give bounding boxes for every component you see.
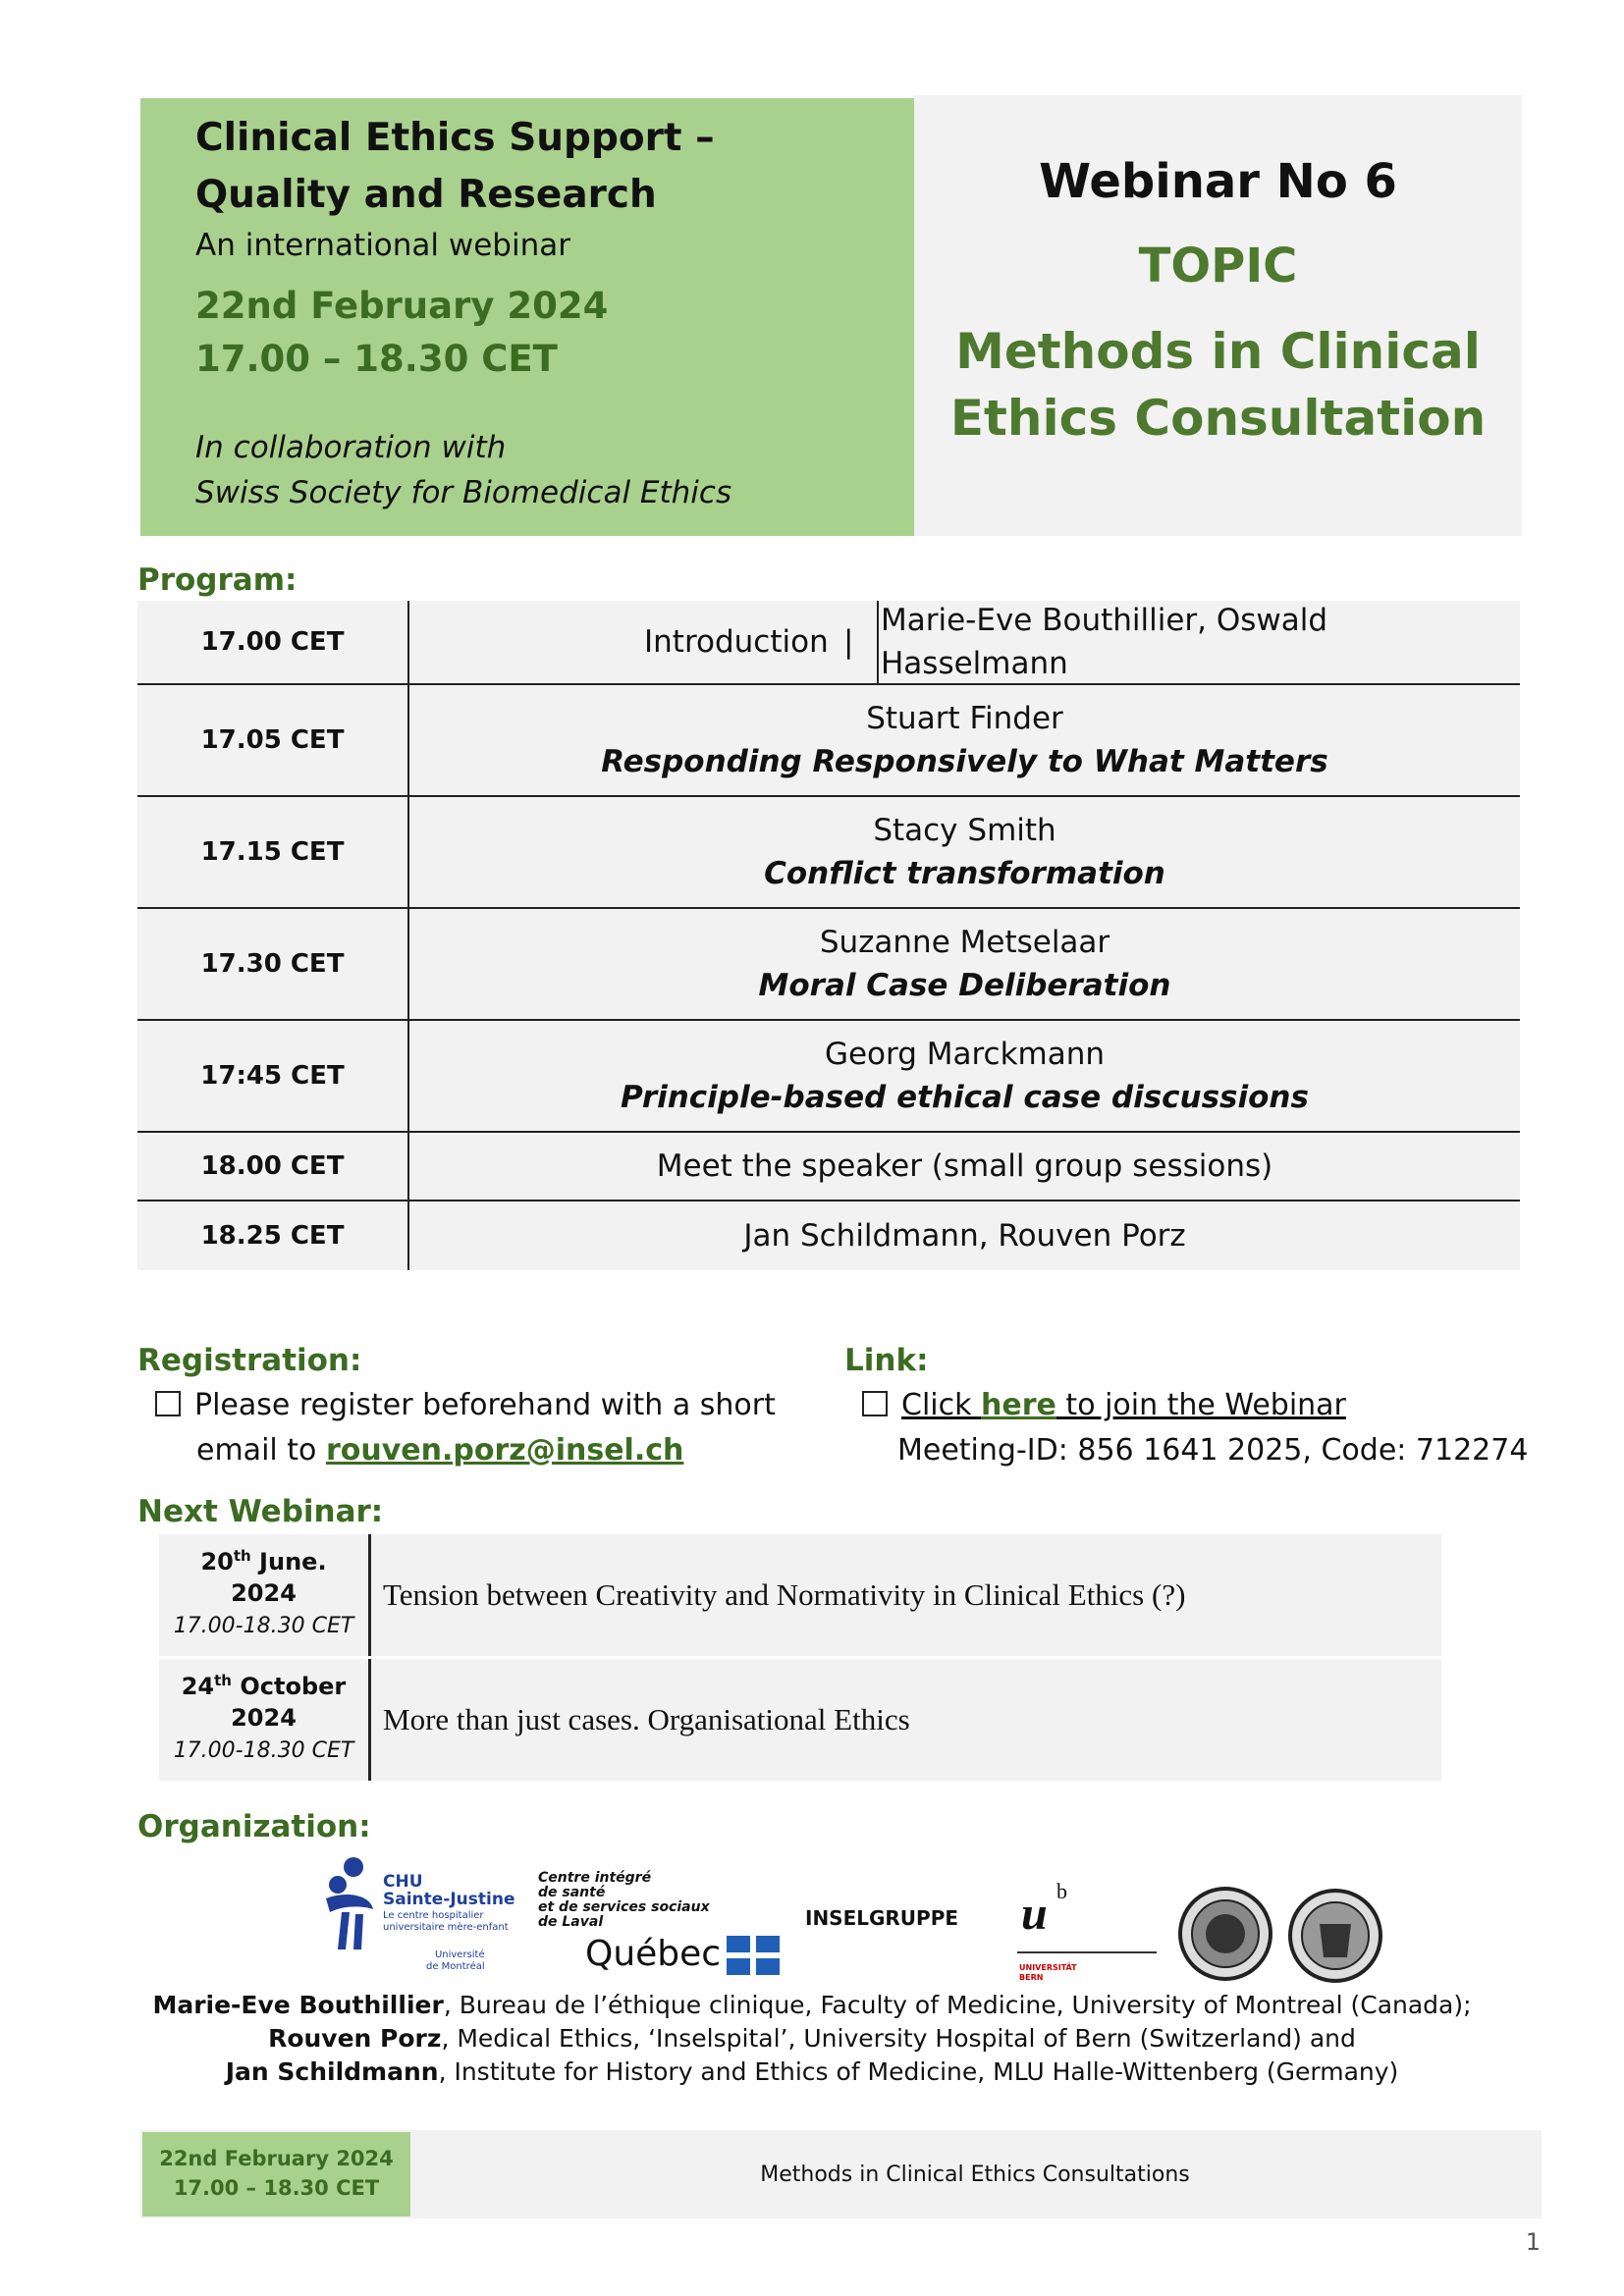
registration-email-link[interactable]: rouven.porz@insel.ch [325, 1433, 684, 1468]
link-heading: Link: [844, 1343, 929, 1378]
next-webinar-heading: Next Webinar: [137, 1494, 384, 1529]
university-seal-icon [1174, 1885, 1390, 1987]
program-row [137, 601, 1520, 685]
topic-label: TOPIC [1138, 239, 1298, 294]
program-speaker: Georg Marckmann [824, 1037, 1106, 1072]
meeting-id: Meeting-ID: 856 1641 2025, Code: 712274 [897, 1433, 1529, 1468]
footer-date-box: 22nd February 2024 17.00 – 18.30 CET [142, 2132, 410, 2216]
checkbox-icon[interactable] [862, 1391, 888, 1416]
organizer-2: Rouven Porz, Medical Ethics, ‘Inselspital’, University Hospital of Bern (Switzerland) and [268, 2024, 1356, 2053]
collab-line-1: In collaboration with [195, 430, 507, 465]
checkbox-icon[interactable] [155, 1391, 181, 1416]
next-webinar-row [159, 1659, 1441, 1781]
header-topic-box [914, 95, 1522, 536]
topic-line-2: Ethics Consultation [949, 390, 1487, 447]
intro-separator: | [843, 624, 854, 660]
program-row [137, 909, 1520, 1021]
program-talk-title: Conflict transformation [764, 856, 1165, 891]
program-talk-title: Principle-based ethical case discussions [621, 1080, 1309, 1115]
program-speaker: Marie-Eve Bouthillier, Oswald Hasselmann [881, 603, 1328, 681]
program-speaker: Jan Schildmann, Rouven Porz [743, 1218, 1186, 1254]
event-date: 22nd February 2024 [195, 285, 609, 327]
next-webinar-date: 24th October 2024 17.00-18.30 CET [159, 1659, 371, 1781]
program-time: 17.15 CET [137, 797, 409, 907]
chu-sainte-justine-logo: CHU Sainte-Justine Le centre hospitalier universitaire mère-enfant Université de Montréal [316, 1855, 522, 1983]
cisss-laval-quebec-logo: Centre intégré de santé et de services sociaux de Laval Québec [538, 1871, 782, 1979]
program-row [137, 1133, 1520, 1201]
universitaet-bern-logo: u b UNIVERSITÄT BERN [1017, 1879, 1164, 1985]
next-webinar-date: 20th June. 2024 17.00-18.30 CET [159, 1534, 371, 1656]
event-time: 17.00 – 18.30 CET [195, 338, 558, 380]
inselgruppe-logo: INSELGRUPPE [805, 1906, 959, 1930]
next-webinar-title: More than just cases. Organisational Ethics [383, 1702, 910, 1736]
webinar-join-link[interactable]: here [981, 1388, 1056, 1422]
program-speaker: Meet the speaker (small group sessions) [656, 1148, 1273, 1184]
registration-line-1: Please register beforehand with a short [155, 1388, 776, 1422]
join-webinar-line: Click here to join the Webinar [862, 1388, 1346, 1422]
chu-figure-icon [316, 1855, 385, 1953]
intro-label: Introduction [644, 624, 829, 660]
title-line-2: Quality and Research [195, 173, 657, 217]
collab-line-2: Swiss Society for Biomedical Ethics [195, 475, 732, 510]
program-heading: Program: [137, 562, 298, 598]
title-line-1: Clinical Ethics Support – [195, 116, 715, 160]
mlu-halle-wittenberg-logo [1174, 1885, 1390, 1987]
program-talk-title: Moral Case Deliberation [758, 968, 1171, 1003]
topic-line-1: Methods in Clinical [955, 323, 1481, 380]
program-row [137, 1201, 1520, 1270]
program-speaker: Stacy Smith [873, 813, 1056, 848]
organizer-1: Marie-Eve Bouthillier, Bureau de l’éthique clinique, Faculty of Medicine, University of Montreal (Canada); [152, 1991, 1472, 2019]
webinar-number: Webinar No 6 [1039, 154, 1397, 209]
program-row [137, 797, 1520, 909]
registration-line-2: email to rouven.porz@insel.ch [196, 1433, 684, 1468]
organization-heading: Organization: [137, 1809, 371, 1844]
organizer-3: Jan Schildmann, Institute for History and Ethics of Medicine, MLU Halle-Wittenberg (Germany) [225, 2057, 1399, 2086]
program-time: 17:45 CET [137, 1021, 409, 1131]
program-time: 17.05 CET [137, 685, 409, 795]
next-webinar-row [159, 1534, 1441, 1656]
program-time: 17.30 CET [137, 909, 409, 1019]
quebec-flag-icon [727, 1936, 780, 1975]
header-green-box [140, 98, 914, 536]
program-row [137, 685, 1520, 797]
program-speaker: Stuart Finder [866, 701, 1063, 736]
program-talk-title: Responding Responsively to What Matters [601, 744, 1328, 779]
program-speaker: Suzanne Metselaar [819, 925, 1110, 960]
program-time: 17.00 CET [137, 601, 409, 683]
page-number: 1 [1525, 2228, 1541, 2256]
program-time: 18.25 CET [137, 1201, 409, 1270]
next-webinar-title: Tension between Creativity and Normativity in Clinical Ethics (?) [383, 1577, 1186, 1612]
registration-heading: Registration: [137, 1343, 362, 1378]
subtitle: An international webinar [195, 228, 570, 263]
program-time: 18.00 CET [137, 1133, 409, 1200]
program-row [137, 1021, 1520, 1133]
footer-title: Methods in Clinical Ethics Consultations [760, 2162, 1190, 2187]
